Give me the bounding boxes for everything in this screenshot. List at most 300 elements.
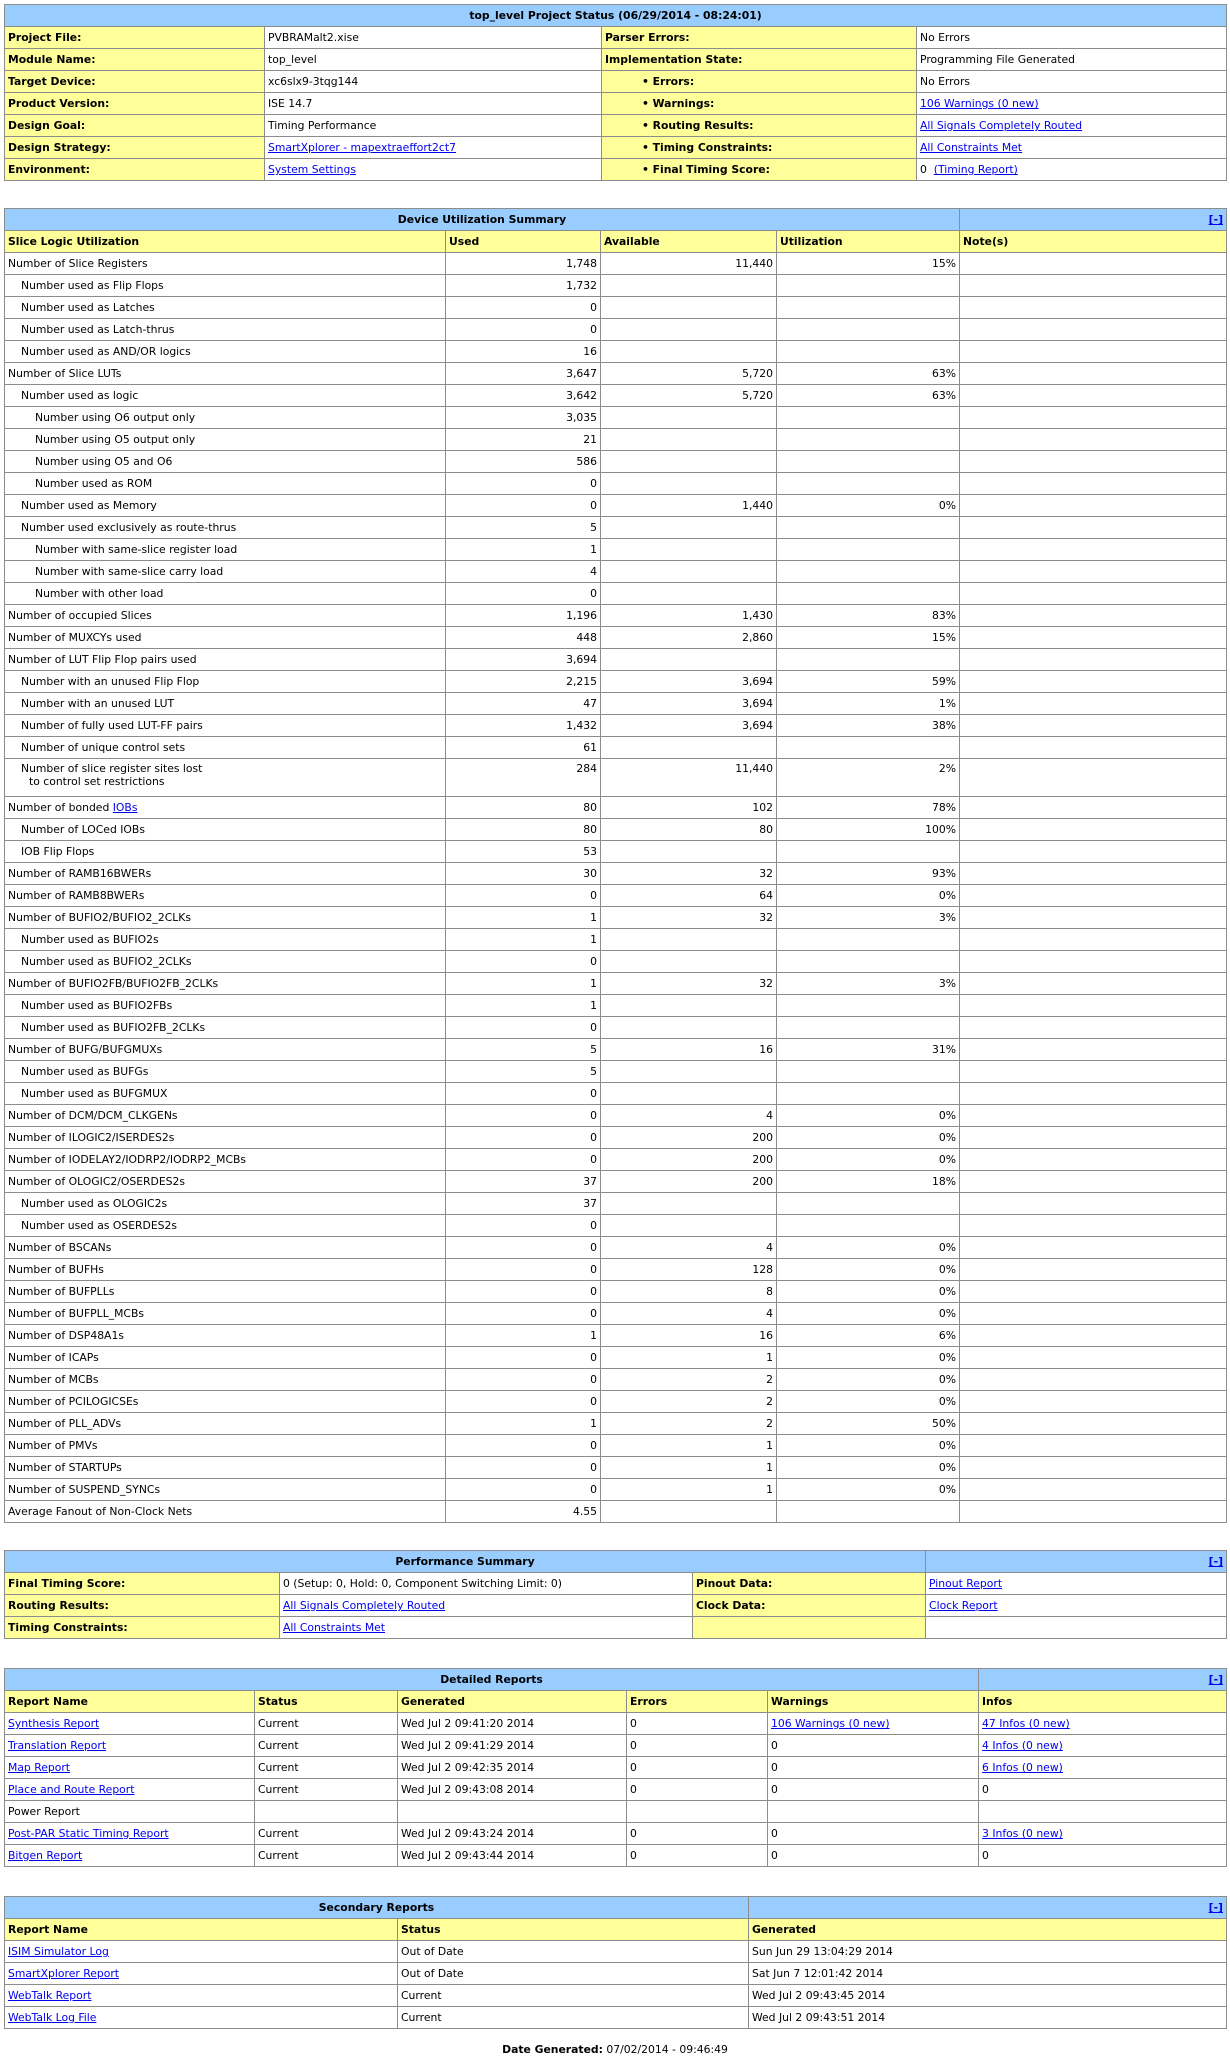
utilization-resource-name: [5, 1479, 446, 1501]
utilization-notes: [960, 451, 1227, 473]
utilization-percent: 0%: [777, 1369, 960, 1391]
detailed-reports-header-row: [5, 1669, 1227, 1691]
utilization-available: 64: [601, 885, 777, 907]
utilization-percent: 50%: [777, 1413, 960, 1435]
utilization-row: [5, 1391, 1227, 1413]
report-row: [5, 1801, 1227, 1823]
utilization-row: [5, 429, 1227, 451]
utilization-row: [5, 1325, 1227, 1347]
utilization-available: [601, 451, 777, 473]
project-status-value: xc6slx9-3tqg144: [265, 71, 602, 93]
infos-link[interactable]: 4 Infos (0 new): [982, 1739, 1063, 1752]
utilization-used: 586: [446, 451, 601, 473]
report-status: Current: [255, 1757, 398, 1779]
utilization-percent: 0%: [777, 1105, 960, 1127]
utilization-notes: [960, 973, 1227, 995]
utilization-row: [5, 819, 1227, 841]
column-header: Warnings: [768, 1691, 979, 1713]
utilization-used: 1,748: [446, 253, 601, 275]
resource-name-text: Number of ILOGIC2/ISERDES2s: [8, 1131, 175, 1144]
secondary-reports-table: [4, 1896, 1227, 2029]
detailed-reports-collapse-toggle[interactable]: [-]: [1208, 1673, 1224, 1686]
utilization-row: [5, 1215, 1227, 1237]
utilization-available: 1: [601, 1347, 777, 1369]
resource-name-text: Number of BUFHs: [8, 1263, 104, 1276]
utilization-available: [601, 1061, 777, 1083]
report-warnings: 0: [768, 1779, 979, 1801]
secondary-report-name-cell: [5, 1941, 398, 1963]
utilization-notes: [960, 517, 1227, 539]
report-link[interactable]: Synthesis Report: [8, 1717, 100, 1730]
performance-label: Clock Data:: [693, 1595, 926, 1617]
resource-name-text: Number of BUFPLL_MCBs: [8, 1307, 144, 1320]
resource-name-text: Number with an unused LUT: [21, 697, 175, 710]
utilization-available: 1: [601, 1457, 777, 1479]
resource-name-text: Number used exclusively as route-thrus: [21, 521, 237, 534]
utilization-available: 8: [601, 1281, 777, 1303]
utilization-used: 1,732: [446, 275, 601, 297]
utilization-percent: 59%: [777, 671, 960, 693]
utilization-used: 0: [446, 1479, 601, 1501]
utilization-row: [5, 951, 1227, 973]
utilization-row: [5, 605, 1227, 627]
utilization-available: 3,694: [601, 693, 777, 715]
project-status-value: PVBRAMalt2.xise: [265, 27, 602, 49]
resource-name-text: Number of slice register sites lost: [21, 762, 203, 775]
resource-name-text: Number of MCBs: [8, 1373, 99, 1386]
utilization-row: [5, 341, 1227, 363]
secondary-report-link[interactable]: WebTalk Log File: [8, 2011, 97, 2024]
performance-link[interactable]: Clock Report: [929, 1599, 998, 1612]
secondary-report-link[interactable]: SmartXplorer Report: [8, 1967, 120, 1980]
resource-name-text: Number of SUSPEND_SYNCs: [8, 1483, 161, 1496]
utilization-notes: [960, 1259, 1227, 1281]
utilization-percent: 0%: [777, 1127, 960, 1149]
column-header: Available: [601, 231, 777, 253]
utilization-row: [5, 1083, 1227, 1105]
secondary-report-status: Current: [398, 1985, 749, 2007]
utilization-notes: [960, 1479, 1227, 1501]
performance-summary-table: [4, 1550, 1227, 1639]
device-utilization-header-row: [5, 209, 1227, 231]
utilization-used: 0: [446, 1215, 601, 1237]
report-errors: 0: [627, 1823, 768, 1845]
utilization-used: 0: [446, 1259, 601, 1281]
detailed-reports-column-headers: [5, 1691, 1227, 1713]
performance-link[interactable]: All Signals Completely Routed: [283, 1599, 446, 1612]
report-errors: [627, 1801, 768, 1823]
utilization-used: 61: [446, 737, 601, 759]
secondary-report-row: [5, 1985, 1227, 2007]
utilization-row: [5, 1127, 1227, 1149]
utilization-notes: [960, 951, 1227, 973]
utilization-available: 16: [601, 1039, 777, 1061]
utilization-notes: [960, 1435, 1227, 1457]
utilization-percent: [777, 319, 960, 341]
report-link[interactable]: Bitgen Report: [8, 1849, 83, 1862]
utilization-row: [5, 841, 1227, 863]
utilization-percent: 0%: [777, 1479, 960, 1501]
project-status-value-cell: [917, 137, 1227, 159]
utilization-resource-name: [5, 1281, 446, 1303]
report-generated: Wed Jul 2 09:41:29 2014: [398, 1735, 627, 1757]
utilization-percent: [777, 1215, 960, 1237]
utilization-percent: 0%: [777, 1347, 960, 1369]
utilization-resource-name: [5, 1457, 446, 1479]
utilization-used: 37: [446, 1171, 601, 1193]
report-name-cell: [5, 1845, 255, 1867]
utilization-row: [5, 649, 1227, 671]
report-link[interactable]: Map Report: [8, 1761, 71, 1774]
utilization-row: [5, 561, 1227, 583]
resource-name-text: Number of BUFIO2/BUFIO2_2CLKs: [8, 911, 191, 924]
utilization-notes: [960, 1039, 1227, 1061]
utilization-percent: [777, 649, 960, 671]
utilization-percent: 0%: [777, 495, 960, 517]
project-status-link[interactable]: All Constraints Met: [920, 141, 1023, 154]
project-status-row: [5, 93, 1227, 115]
report-link[interactable]: Post-PAR Static Timing Report: [8, 1827, 169, 1840]
utilization-percent: 15%: [777, 253, 960, 275]
utilization-available: [601, 539, 777, 561]
utilization-percent: [777, 341, 960, 363]
utilization-notes: [960, 1501, 1227, 1523]
utilization-used: 0: [446, 1017, 601, 1039]
utilization-resource-name: [5, 1105, 446, 1127]
device-utilization-column-headers: [5, 231, 1227, 253]
project-status-label: Design Strategy:: [5, 137, 265, 159]
utilization-resource-name: [5, 907, 446, 929]
utilization-available: [601, 737, 777, 759]
utilization-available: [601, 1083, 777, 1105]
utilization-notes: [960, 473, 1227, 495]
date-generated-label: Date Generated:: [502, 2043, 603, 2056]
utilization-resource-name: [5, 1127, 446, 1149]
utilization-notes: [960, 737, 1227, 759]
resource-name-text: Number of BUFG/BUFGMUXs: [8, 1043, 163, 1056]
utilization-used: 5: [446, 1061, 601, 1083]
utilization-resource-name: [5, 253, 446, 275]
utilization-used: 0: [446, 1435, 601, 1457]
performance-summary-header-row: [5, 1551, 1227, 1573]
secondary-report-link[interactable]: WebTalk Report: [8, 1989, 92, 2002]
utilization-used: 1: [446, 973, 601, 995]
utilization-used: 0: [446, 319, 601, 341]
secondary-report-generated: Sun Jun 29 13:04:29 2014: [749, 1941, 1227, 1963]
iobs-link[interactable]: IOBs: [112, 801, 138, 814]
project-status-link[interactable]: All Signals Completely Routed: [920, 119, 1083, 132]
secondary-report-generated: Sat Jun 7 12:01:42 2014: [749, 1963, 1227, 1985]
project-status-link[interactable]: 106 Warnings (0 new): [920, 97, 1039, 110]
utilization-resource-name: [5, 715, 446, 737]
resource-name-text: Number of STARTUPs: [8, 1461, 122, 1474]
column-header: Generated: [749, 1919, 1227, 1941]
resource-name-text: Number used as Memory: [21, 499, 157, 512]
utilization-row: [5, 1369, 1227, 1391]
utilization-percent: 0%: [777, 1237, 960, 1259]
project-status-link[interactable]: System Settings: [268, 163, 356, 176]
performance-label: Timing Constraints:: [5, 1617, 280, 1639]
utilization-resource-name: [5, 1391, 446, 1413]
utilization-percent: 0%: [777, 1303, 960, 1325]
utilization-notes: [960, 1281, 1227, 1303]
report-name-cell: [5, 1713, 255, 1735]
utilization-available: 2: [601, 1413, 777, 1435]
infos-link[interactable]: 47 Infos (0 new): [982, 1717, 1070, 1730]
utilization-percent: 83%: [777, 605, 960, 627]
report-row: [5, 1735, 1227, 1757]
resource-name-text: Number used as logic: [21, 389, 139, 402]
project-status-row: [5, 71, 1227, 93]
utilization-row: [5, 797, 1227, 819]
resource-name-text: Number used as AND/OR logics: [21, 345, 191, 358]
utilization-resource-name: [5, 1435, 446, 1457]
utilization-row: [5, 319, 1227, 341]
utilization-resource-name: [5, 561, 446, 583]
resource-name-text: Number of IODELAY2/IODRP2/IODRP2_MCBs: [8, 1153, 247, 1166]
device-utilization-collapse-toggle[interactable]: [-]: [1208, 213, 1224, 226]
utilization-row: [5, 1501, 1227, 1523]
resource-name-text: Number of PLL_ADVs: [8, 1417, 122, 1430]
project-status-row: [5, 27, 1227, 49]
utilization-notes: [960, 797, 1227, 819]
utilization-used: 0: [446, 495, 601, 517]
utilization-row: [5, 863, 1227, 885]
utilization-percent: 0%: [777, 1149, 960, 1171]
utilization-percent: [777, 841, 960, 863]
resource-name-text: Number of Slice Registers: [8, 257, 148, 270]
utilization-resource-name: [5, 929, 446, 951]
report-row: [5, 1779, 1227, 1801]
utilization-resource-name: [5, 885, 446, 907]
detailed-reports-table: [4, 1668, 1227, 1867]
utilization-available: 1,430: [601, 605, 777, 627]
utilization-used: 0: [446, 583, 601, 605]
utilization-notes: [960, 253, 1227, 275]
utilization-row: [5, 297, 1227, 319]
utilization-available: [601, 1017, 777, 1039]
performance-row: [5, 1573, 1227, 1595]
utilization-resource-name: [5, 1149, 446, 1171]
utilization-resource-name: [5, 429, 446, 451]
utilization-used: 0: [446, 1391, 601, 1413]
utilization-notes: [960, 671, 1227, 693]
utilization-row: [5, 1479, 1227, 1501]
report-row: [5, 1823, 1227, 1845]
utilization-notes: [960, 841, 1227, 863]
utilization-notes: [960, 319, 1227, 341]
secondary-reports-title: Secondary Reports: [5, 1897, 749, 1919]
utilization-notes: [960, 1413, 1227, 1435]
utilization-resource-name: [5, 1325, 446, 1347]
report-warnings: 0: [768, 1845, 979, 1867]
utilization-row: [5, 995, 1227, 1017]
report-errors: 0: [627, 1779, 768, 1801]
secondary-report-status: Current: [398, 2007, 749, 2029]
resource-name-text: Number of DCM/DCM_CLKGENs: [8, 1109, 178, 1122]
report-link[interactable]: Place and Route Report: [8, 1783, 135, 1796]
utilization-notes: [960, 1325, 1227, 1347]
utilization-available: 200: [601, 1149, 777, 1171]
resource-name-text: Number of BUFIO2FB/BUFIO2FB_2CLKs: [8, 977, 219, 990]
column-header: Status: [398, 1919, 749, 1941]
report-name: Power Report: [5, 1801, 255, 1823]
project-status-label: Design Goal:: [5, 115, 265, 137]
utilization-notes: [960, 1457, 1227, 1479]
utilization-used: 21: [446, 429, 601, 451]
project-status-header-row: [5, 5, 1227, 27]
performance-label: Routing Results:: [5, 1595, 280, 1617]
utilization-percent: 6%: [777, 1325, 960, 1347]
utilization-row: [5, 1457, 1227, 1479]
utilization-resource-name: [5, 973, 446, 995]
infos-link[interactable]: 3 Infos (0 new): [982, 1827, 1063, 1840]
utilization-row: [5, 973, 1227, 995]
utilization-available: 11,440: [601, 759, 777, 797]
utilization-resource-name: [5, 797, 446, 819]
utilization-available: [601, 561, 777, 583]
utilization-row: [5, 407, 1227, 429]
report-errors: 0: [627, 1713, 768, 1735]
performance-summary-collapse-toggle[interactable]: [-]: [1208, 1555, 1224, 1568]
utilization-percent: [777, 539, 960, 561]
resource-name-text: Number of BUFPLLs: [8, 1285, 115, 1298]
utilization-notes: [960, 605, 1227, 627]
final-timing-score-cell: [917, 159, 1227, 181]
utilization-row: [5, 253, 1227, 275]
project-status-title: top_level Project Status (06/29/2014 - 08:24:01): [5, 5, 1227, 27]
secondary-report-link[interactable]: ISIM Simulator Log: [8, 1945, 109, 1958]
utilization-row: [5, 1281, 1227, 1303]
resource-name-text: Number using O5 and O6: [35, 455, 173, 468]
performance-link[interactable]: Pinout Report: [929, 1577, 1003, 1590]
secondary-reports-collapse-toggle[interactable]: [-]: [1208, 1901, 1223, 1914]
utilization-available: 2: [601, 1369, 777, 1391]
detailed-reports-title: Detailed Reports: [5, 1669, 979, 1691]
utilization-notes: [960, 715, 1227, 737]
utilization-percent: 100%: [777, 819, 960, 841]
utilization-percent: 0%: [777, 1259, 960, 1281]
device-utilization-title: Device Utilization Summary: [5, 209, 960, 231]
report-errors: 0: [627, 1735, 768, 1757]
report-infos-cell: [979, 1823, 1227, 1845]
utilization-available: 1,440: [601, 495, 777, 517]
project-status-link[interactable]: SmartXplorer - mapextraeffort2ct7: [268, 141, 456, 154]
utilization-row: [5, 1237, 1227, 1259]
project-status-label: • Timing Constraints:: [602, 137, 917, 159]
report-status: Current: [255, 1823, 398, 1845]
secondary-reports-column-headers: [5, 1919, 1227, 1941]
utilization-resource-name: [5, 819, 446, 841]
utilization-percent: 15%: [777, 627, 960, 649]
resource-name-text: Number used as Latch-thrus: [21, 323, 175, 336]
utilization-available: [601, 297, 777, 319]
resource-name-text: Number of LUT Flip Flop pairs used: [8, 653, 197, 666]
utilization-resource-name: [5, 473, 446, 495]
report-infos-cell: [979, 1713, 1227, 1735]
report-link[interactable]: Translation Report: [8, 1739, 107, 1752]
utilization-available: [601, 319, 777, 341]
utilization-available: [601, 407, 777, 429]
utilization-available: [601, 995, 777, 1017]
resource-name-text: Number of PMVs: [8, 1439, 98, 1452]
resource-name-text: IOB Flip Flops: [21, 845, 95, 858]
timing-report-link[interactable]: (Timing Report): [933, 163, 1018, 176]
utilization-used: 1: [446, 1325, 601, 1347]
resource-name-text: Number of ICAPs: [8, 1351, 99, 1364]
utilization-row: [5, 583, 1227, 605]
column-header: Status: [255, 1691, 398, 1713]
utilization-row: [5, 385, 1227, 407]
secondary-report-status: Out of Date: [398, 1941, 749, 1963]
utilization-available: [601, 649, 777, 671]
performance-value: [926, 1617, 1227, 1639]
utilization-row: [5, 1039, 1227, 1061]
utilization-row: [5, 1259, 1227, 1281]
performance-row: [5, 1617, 1227, 1639]
report-name-cell: [5, 1757, 255, 1779]
report-generated: Wed Jul 2 09:41:20 2014: [398, 1713, 627, 1735]
utilization-available: [601, 517, 777, 539]
project-status-value: No Errors: [917, 27, 1227, 49]
resource-name-text: Number used as BUFGs: [21, 1065, 149, 1078]
utilization-available: [601, 951, 777, 973]
utilization-resource-name: [5, 341, 446, 363]
report-errors: 0: [627, 1757, 768, 1779]
secondary-report-row: [5, 1941, 1227, 1963]
utilization-percent: 0%: [777, 1391, 960, 1413]
utilization-percent: [777, 429, 960, 451]
utilization-percent: 31%: [777, 1039, 960, 1061]
utilization-available: [601, 341, 777, 363]
warnings-link[interactable]: 106 Warnings (0 new): [771, 1717, 890, 1730]
utilization-used: 3,035: [446, 407, 601, 429]
secondary-report-generated: Wed Jul 2 09:43:45 2014: [749, 1985, 1227, 2007]
project-status-label: Environment:: [5, 159, 265, 181]
utilization-used: 80: [446, 819, 601, 841]
utilization-percent: 0%: [777, 1457, 960, 1479]
utilization-percent: [777, 737, 960, 759]
report-warnings: 0: [768, 1823, 979, 1845]
resource-name-text: Number used as BUFIO2s: [21, 933, 159, 946]
resource-name-text: Number used as BUFIO2FBs: [21, 999, 173, 1012]
utilization-resource-name: [5, 407, 446, 429]
utilization-used: 1: [446, 995, 601, 1017]
resource-name-text: Number of RAMB8BWERs: [8, 889, 145, 902]
utilization-resource-name: [5, 863, 446, 885]
utilization-used: 0: [446, 1105, 601, 1127]
report-errors: 0: [627, 1845, 768, 1867]
utilization-row: [5, 473, 1227, 495]
final-timing-score-value: 0: [920, 163, 927, 176]
utilization-used: 5: [446, 1039, 601, 1061]
utilization-row: [5, 1435, 1227, 1457]
utilization-used: 0: [446, 473, 601, 495]
utilization-percent: 63%: [777, 385, 960, 407]
column-header: Utilization: [777, 231, 960, 253]
project-status-table: [4, 4, 1227, 181]
project-status-value-cell: [265, 159, 602, 181]
utilization-available: [601, 1501, 777, 1523]
utilization-percent: 18%: [777, 1171, 960, 1193]
utilization-notes: [960, 1237, 1227, 1259]
infos-link[interactable]: 6 Infos (0 new): [982, 1761, 1063, 1774]
performance-link[interactable]: All Constraints Met: [283, 1621, 386, 1634]
utilization-used: 80: [446, 797, 601, 819]
utilization-row: [5, 929, 1227, 951]
utilization-resource-name: [5, 737, 446, 759]
secondary-report-row: [5, 2007, 1227, 2029]
